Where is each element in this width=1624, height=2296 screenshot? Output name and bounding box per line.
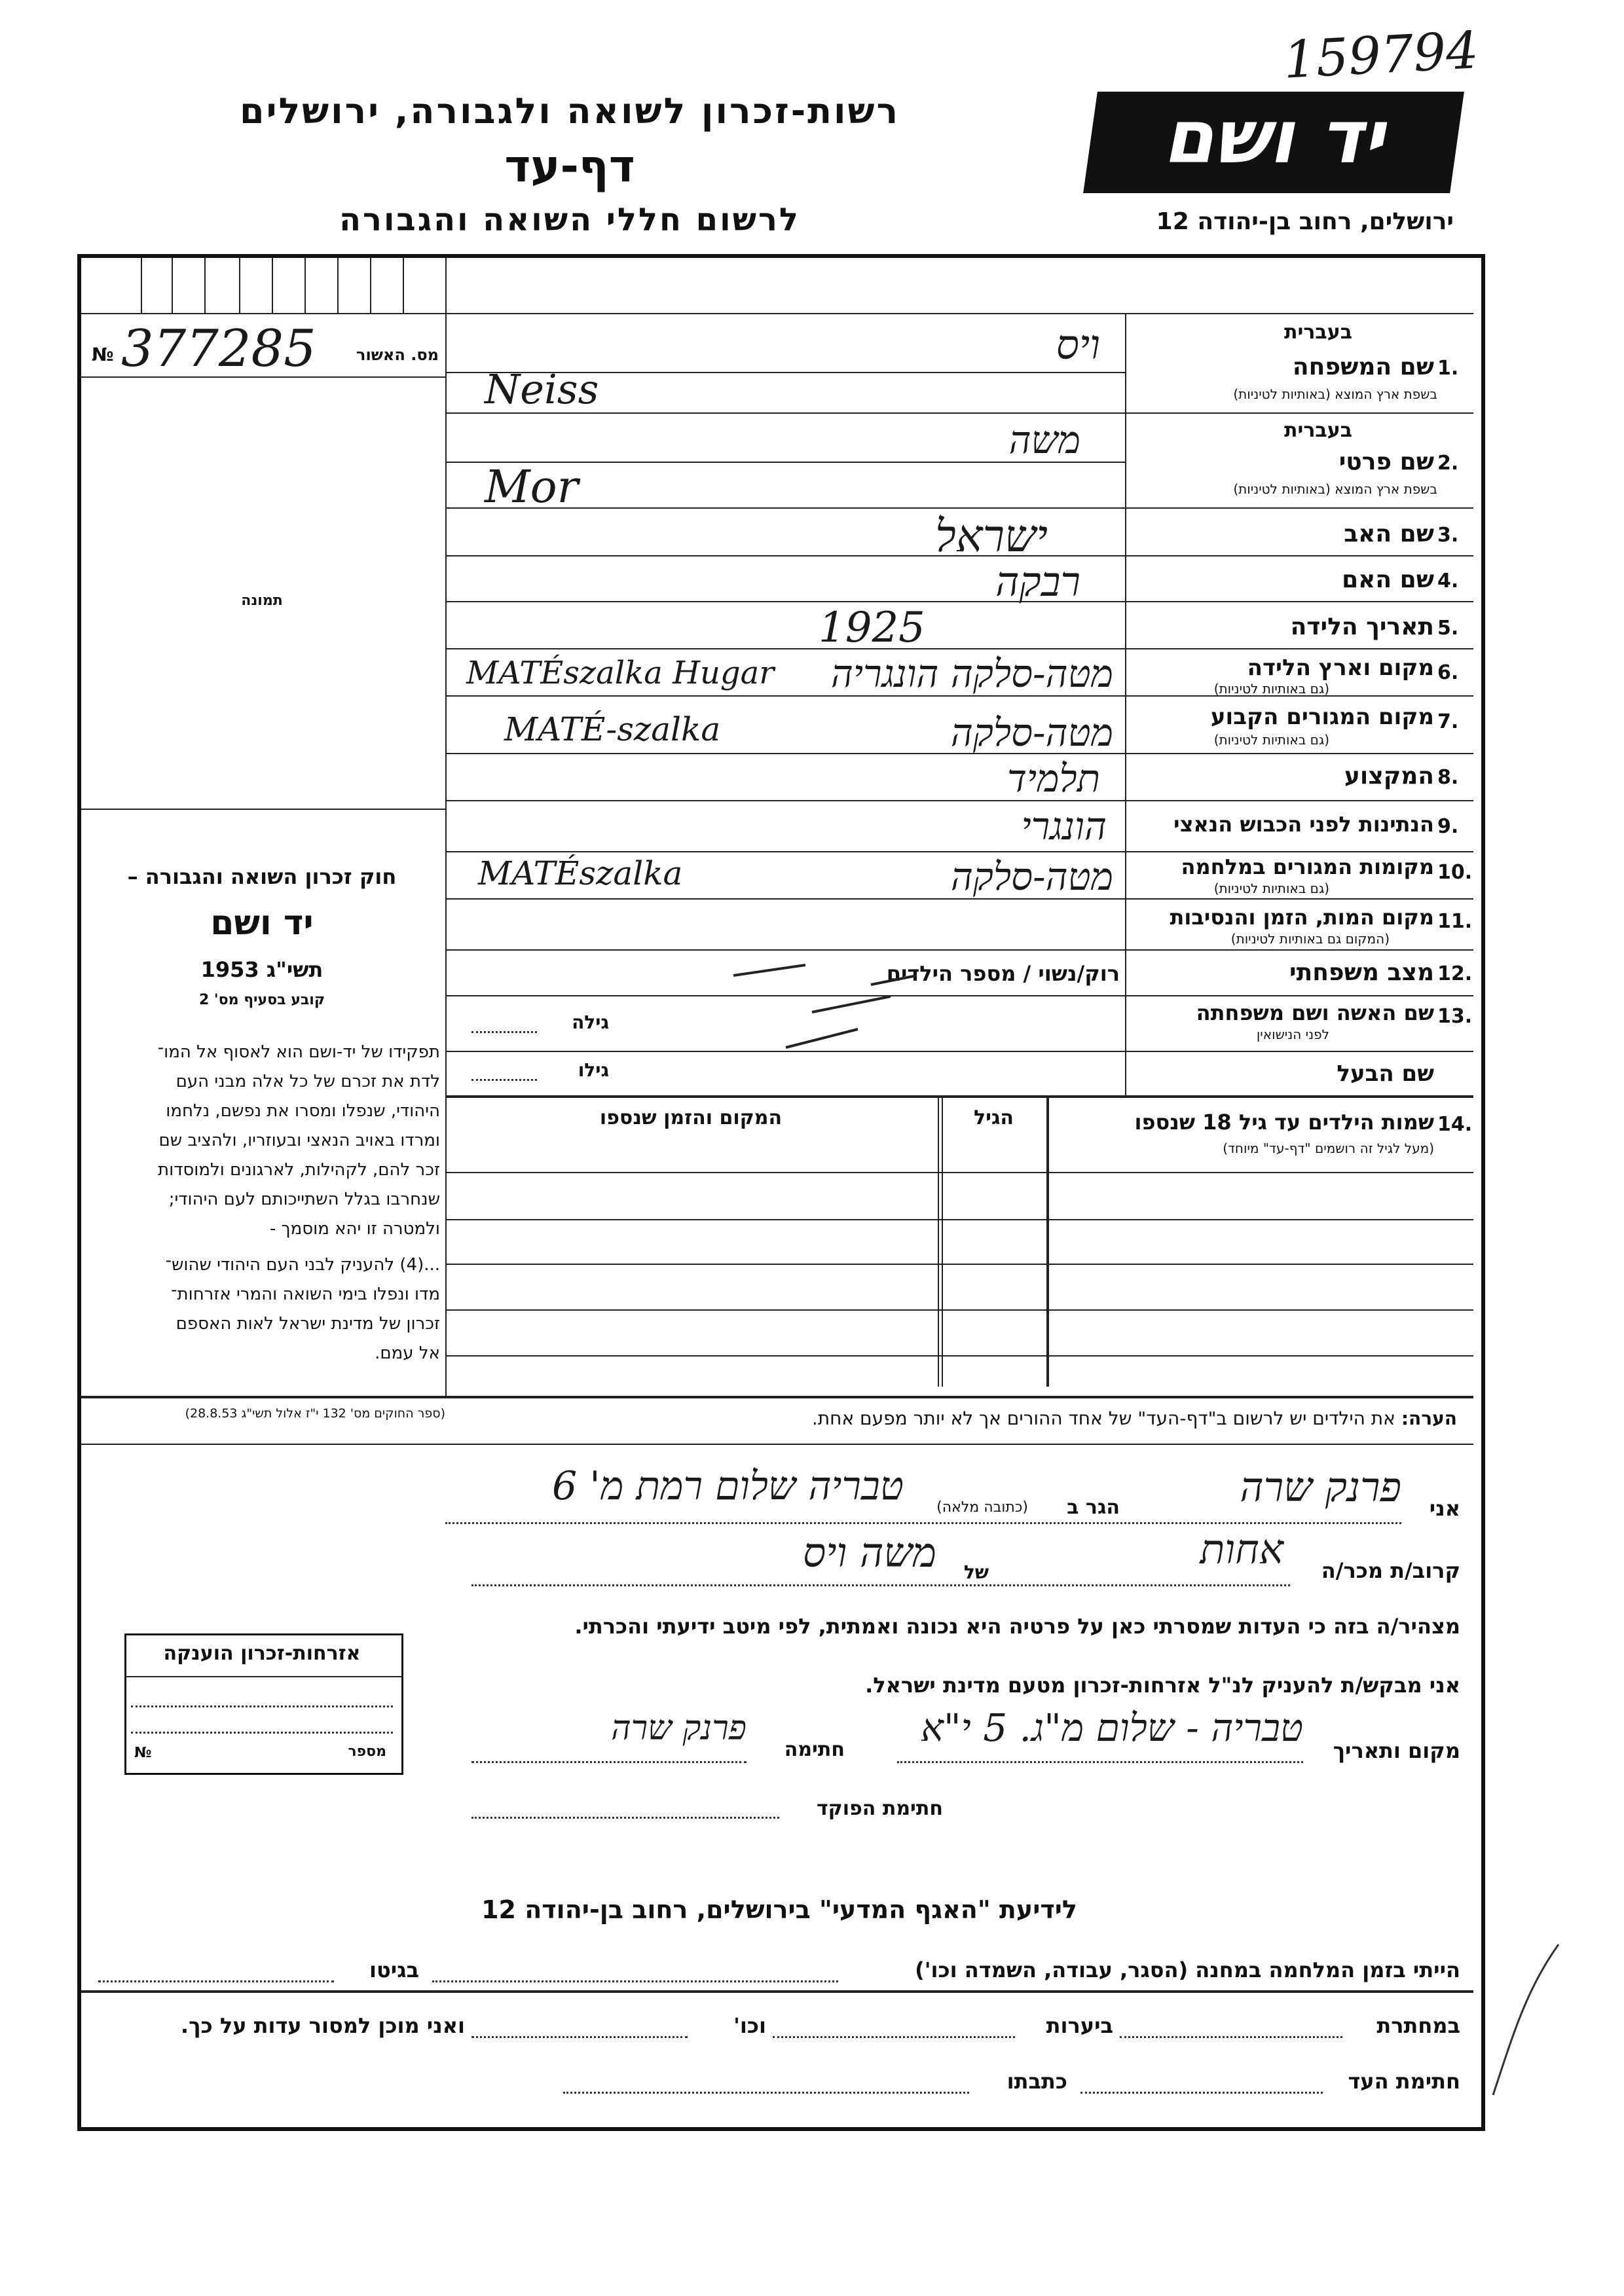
f4-num: 4.	[1437, 570, 1459, 592]
f1-num: 1.	[1437, 357, 1459, 380]
f11-num: 11.	[1437, 910, 1473, 933]
f10-latin-note: (גם באותיות לטיניות)	[1213, 881, 1329, 896]
f12-num: 12.	[1437, 962, 1473, 985]
footer-line1-b: בגיטו	[369, 1958, 419, 1982]
f9-label: הנתינות לפני הכבוש הנאצי	[1173, 812, 1434, 837]
footer-line2-a: במחתרת	[1376, 2013, 1460, 2038]
declarant-name-value: פרנק שרה	[1240, 1463, 1401, 1511]
f1-in-hebrew: בעברית	[1284, 321, 1352, 344]
f10-label: מקומות המגורים במלחמה	[1181, 854, 1434, 879]
place-date-label: מקום ותאריך	[1333, 1738, 1460, 1763]
f13-label: שם האשה ושם משפחתה	[1196, 1000, 1434, 1025]
f14-label: שמות הילדים עד גיל 18 שנספו	[1134, 1110, 1434, 1135]
f3-label: שם האב	[1344, 520, 1434, 547]
f5-num: 5.	[1437, 617, 1459, 640]
f11-label: מקום המות, הזמן והנסיבות	[1170, 905, 1434, 930]
f12-label: מצב משפחתי	[1289, 959, 1434, 986]
f12-options: רוק/נשוי / מספר הילדים	[886, 961, 1120, 986]
law-title: חוק זכרון השואה והגבורה –	[127, 864, 397, 889]
archive-number: 159794	[1282, 21, 1480, 90]
f2-label: שם פרטי	[1338, 448, 1434, 475]
wife-age-label: גילה	[572, 1011, 609, 1033]
f8-num: 8.	[1437, 766, 1459, 789]
logo-text: יד ושם	[1162, 95, 1385, 180]
note-line: הערה: את הילדים יש לרשום ב"דף-העד" של אחד ההורים אך לא יותר מפעם אחת.	[811, 1408, 1457, 1429]
residence-hebrew-value: מטה-סלקה	[950, 710, 1113, 755]
law-paragraph: תפקידו של יד-ושם הוא לאסוף אל המו־ לדת את זכרם של כל אלה מבני העם היהודי, שנפלו ומסרו את נפשם, נלחמו ומרדו באויב הנאצי ובעוזריו, ולהציב שם זכר להם, לקהילות, לארגונים ולמוסדות שנחרבו בגלל השתייכותם לעם היהודי; ולמטרה זו יהא מוסמך -	[157, 1042, 440, 1239]
f7-num: 7.	[1437, 710, 1459, 733]
f10-num: 10.	[1437, 861, 1473, 884]
footer-line2-c: וכו'	[733, 2013, 766, 2038]
surname-latin-value: Neiss	[485, 365, 599, 413]
husband-age-label: גילו	[578, 1059, 609, 1081]
resides-label: הגר ב	[1067, 1496, 1120, 1519]
i-label: אני	[1429, 1496, 1460, 1521]
request: אני מבקש/ת להעניק לנ"ל אזרחות-זכרון מטעם מדינת ישראל.	[865, 1673, 1460, 1698]
nationality-value: הונגרי	[1021, 804, 1107, 848]
mother-value: רבקה	[995, 558, 1080, 606]
f11-latin-note: (המקום גם באותיות לטיניות)	[1230, 931, 1390, 947]
firstname-latin-value: Mor	[485, 462, 579, 513]
f4-label: שם האם	[1342, 566, 1434, 593]
birth-place-latin-value: MATÉszalka Hugar	[466, 655, 775, 691]
surname-hebrew-value: ויס	[1056, 321, 1100, 369]
residence-latin-value: MATÉ-szalka	[504, 710, 721, 748]
f6-latin-note: (גם באותיות לטיניות)	[1213, 681, 1329, 697]
address: ירושלים, רחוב בן-יהודה 12	[1156, 208, 1454, 235]
statement: מצהיר/ה בזה כי העדות שמסרתי כאן על פרטיה היא נכונה ואמתית, לפי מיטב ידיעתי והכרתי.	[574, 1614, 1460, 1639]
authority-line: רשות-זכרון לשואה ולגבורה, ירושלים	[239, 90, 900, 132]
birth-place-hebrew-value: מטה-סלקה הונגריה	[830, 651, 1113, 696]
f5-label: תאריך הלידה	[1290, 613, 1434, 640]
signature-value: פרנק שרה	[611, 1709, 747, 1748]
f9-num: 9.	[1437, 815, 1459, 838]
f14-num: 14.	[1437, 1113, 1473, 1136]
f7-label: מקום המגורים הקבוע	[1210, 704, 1434, 730]
f13-sub: לפני הנישואין	[1256, 1027, 1329, 1042]
husband-label: שם הבעל	[1337, 1061, 1434, 1087]
col-place-time-header: המקום והזמן שנספו	[599, 1106, 783, 1129]
of-label: של	[963, 1561, 989, 1583]
f8-label: המקצוע	[1344, 763, 1434, 790]
citizenship-number-label: מספר	[348, 1743, 386, 1760]
f14-sub: (מעל לגיל זה רושמים "דף-עד" מיוחד)	[1223, 1140, 1434, 1156]
f2-native: בשפת ארץ המוצא (באותיות לטיניות)	[1233, 481, 1437, 497]
f7-latin-note: (גם באותיות לטיניות)	[1213, 732, 1329, 748]
footer-title: לידיעת "האגף המדעי" בירושלים, רחוב בן-יהודה 12	[481, 1895, 1077, 1924]
law-section: קובע בסעיף מס' 2	[198, 992, 325, 1008]
col-age-header: הגיל	[974, 1106, 1014, 1129]
margin-pen-mark	[1486, 1938, 1572, 2102]
pen-strokes	[720, 956, 1113, 1054]
certificate-label: מס. האשור	[356, 346, 439, 364]
certificate-prefix: №	[92, 344, 114, 365]
law-paragraph-2: ...(4) להעניק לבני העם היהודי שהוש־ מדו ונפלו בימי השואה והמרי אזרחות־ זכרון של מדינת ישראל לאות האספם אל עמם.	[165, 1255, 440, 1363]
signature-label: חתימה	[784, 1738, 845, 1761]
declarant-address-value: טבריה שלום רמת מ' 6	[551, 1463, 904, 1509]
citizenship-number-prefix: №	[134, 1745, 152, 1761]
f3-num: 3.	[1437, 524, 1459, 547]
place-date-value: טבריה - שלום מ"ג. 5 י"א	[921, 1705, 1303, 1750]
relation-value: אחות	[1200, 1525, 1283, 1573]
profession-value: תלמיד	[1006, 756, 1100, 801]
firstname-hebrew-value: משה	[1008, 418, 1080, 462]
f13-num: 13.	[1437, 1005, 1473, 1028]
of-value: משה ויס	[802, 1529, 936, 1576]
full-address-label: (כתובה מלאה)	[936, 1499, 1028, 1516]
relative-label: קרוב/ת מכר/ה	[1321, 1558, 1460, 1583]
wartime-hebrew-value: מטה-סלקה	[950, 854, 1113, 899]
certificate-number: 377285	[121, 319, 316, 378]
form-subtitle: לרשום חללי השואה והגבורה	[339, 202, 800, 238]
father-value: ישראל	[935, 511, 1048, 562]
law-source: (ספר החוקים מס' 132 י"ז אלול תשי"ג 28.8.53)	[185, 1406, 445, 1421]
birth-date-value: 1925	[819, 604, 925, 652]
photo-label: תמונה	[241, 592, 283, 609]
f1-native: בשפת ארץ המוצא (באותיות לטיניות)	[1233, 386, 1437, 402]
footer-line3-b: כתבתו	[1006, 2069, 1067, 2094]
form-title: דף-עד	[504, 141, 635, 192]
law-year: תשי"ג 1953	[200, 957, 323, 982]
f2-in-hebrew: בעברית	[1284, 419, 1352, 442]
wartime-latin-value: MATÉszalka	[478, 854, 683, 892]
f6-num: 6.	[1437, 661, 1459, 684]
footer-line3-a: חתימת העד	[1348, 2069, 1460, 2094]
law-name: יד ושם	[210, 903, 314, 943]
f2-num: 2.	[1437, 452, 1459, 475]
official-signature-label: חתימת הפוקד	[817, 1797, 943, 1820]
citizenship-title: אזרחות-זכרון הוענקה	[163, 1642, 361, 1665]
f1-label: שם המשפחה	[1292, 354, 1434, 380]
footer-line2-d: ואני מוכן למסור עדות על כך.	[180, 2013, 465, 2038]
f6-label: מקום וארץ הלידה	[1247, 655, 1434, 681]
footer-line2-b: ביערות	[1046, 2013, 1113, 2038]
footer-line1-a: הייתי בזמן המלחמה במחנה (הסגר, עבודה, השמדה וכו')	[915, 1958, 1460, 1982]
